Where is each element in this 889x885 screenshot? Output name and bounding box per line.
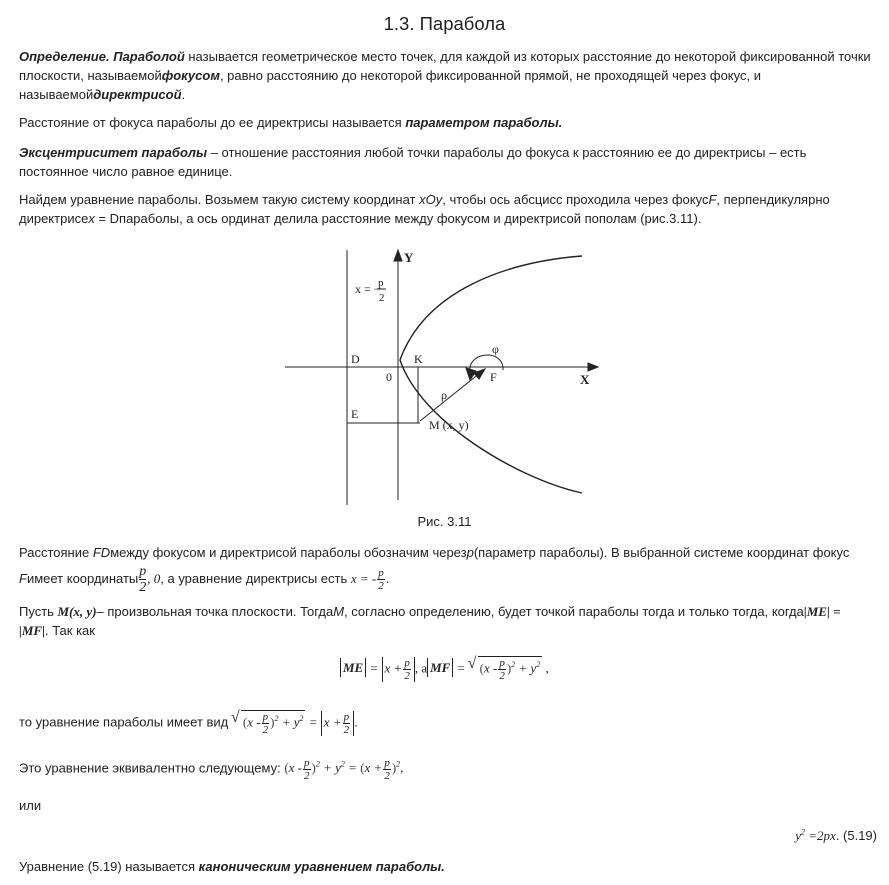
x-axis-label: X	[580, 372, 590, 387]
focus-label: F	[490, 370, 497, 384]
setup-x-letter: x	[88, 211, 95, 226]
point-d-label: D	[351, 352, 360, 366]
equation-sqrt: √ (x - $\frac{p}{2}$ )$^2 + y^2$	[241, 710, 306, 736]
term-parameter: параметром параболы.	[405, 115, 563, 130]
x-axis-arrow	[588, 363, 598, 371]
angle-arc-arrow	[466, 368, 476, 380]
condition-text-2: – произвольная точка плоскости. Тогда	[96, 604, 334, 619]
setup-focus-letter: F	[708, 192, 717, 207]
setup-xoy: xOy	[419, 192, 443, 207]
canonical-paragraph	[19, 857, 871, 876]
y-axis-arrow	[394, 250, 402, 261]
distance-formulas: ME = x + $\frac{p}{2}$ , а MF = √ (x - $\frac{p}{2}$ )$^2 + y^2$ ,	[340, 656, 549, 682]
focus-x-fraction: $\frac{p}{2}$	[139, 564, 147, 595]
parameter-paragraph	[19, 113, 871, 132]
canonical-equation: $y^2 =2px$. (5.19)	[795, 827, 877, 843]
equation-paragraph: то уравнение параболы имеет вид √ (x - $\frac{p}{2}$ )$^2 + y^2 = x$ + $\frac{p}{2}$ .	[19, 710, 871, 736]
point-m-label: M (x, y)	[429, 418, 469, 432]
definition-text-1: называется геометрическое место точек, для каждой из которых расстояние до некоторой фиксированной точки плоскости, называемой	[19, 49, 871, 83]
setup-text-2: , чтобы ось абсцисс проходила через фокус	[442, 192, 709, 207]
condition-formula: |ME| = |MF|	[19, 604, 841, 638]
distance-p: p	[466, 545, 474, 560]
y-axis-label: Y	[404, 250, 414, 265]
equivalent-paragraph	[19, 757, 871, 782]
term-parabola: Параболой	[113, 49, 185, 64]
equation-text: то уравнение параболы имеет вид	[19, 714, 232, 730]
page-title: 1.3. Парабола	[383, 13, 506, 34]
setup-text-1: Найдем уравнение параболы. Возьмем такую систему координат	[19, 192, 420, 207]
condition-text-4: . Так как	[44, 623, 95, 638]
setup-paragraph	[19, 190, 871, 228]
definition-lead: Определение.	[19, 49, 110, 64]
definition-paragraph	[19, 47, 871, 104]
equation-abs: x + $\frac{p}{2}$	[321, 711, 354, 736]
distance-text-4: имеет координаты	[26, 570, 139, 586]
focus-y-coordinate: , 0	[147, 570, 161, 586]
point-k-label: K	[414, 352, 423, 366]
equivalent-formula: (x - $\frac{p}{2}$ )$^2 + y^2 = (x$ + $\frac{p}{2}$ )$^2$,	[284, 757, 404, 782]
parameter-text: Расстояние от фокуса параболы до ее директрисы называется	[19, 115, 406, 130]
distance-text-3: (параметр параболы). В выбранной системе координат фокус	[473, 545, 850, 560]
distance-text-1: Расстояние	[19, 545, 93, 560]
term-canonical: каноническим уравнением параболы.	[198, 859, 445, 874]
equivalent-text: Это уравнение эквивалентно следующему:	[19, 760, 285, 776]
parabola-curve	[400, 256, 582, 493]
setup-text-3: , перпендикулярно директрисе	[19, 192, 830, 226]
directrix-fraction: $\frac{p}{2}$	[378, 567, 384, 592]
phi-label: φ	[492, 342, 499, 356]
point-e-label: E	[351, 407, 359, 421]
distance-dot: .	[385, 570, 390, 586]
setup-text-4: = Dпараболы, а ось ординат делила расстояние между фокусом и директрисой пополам (рис.3.11).	[94, 211, 702, 226]
origin-label: 0	[386, 370, 392, 384]
term-eccentricity: Эксцентриситет параболы	[19, 145, 208, 160]
distance-focus-letter: F	[19, 570, 27, 586]
condition-m: M	[333, 604, 345, 619]
directrix-p-label: p	[378, 277, 384, 289]
or-text: или	[19, 798, 42, 813]
eccentricity-text: – отношение расстояния любой точки параболы до фокуса к расстоянию ее до директрисы – есть постоянное число равное единице.	[19, 145, 807, 179]
condition-text-3: , согласно определению, будет точкой параболы тогда и только тогда, когда	[344, 604, 804, 619]
eccentricity-paragraph	[19, 143, 871, 181]
distance-paragraph	[19, 542, 871, 595]
rho-label: ρ	[441, 388, 447, 402]
distance-text-5: , а уравнение директрисы есть	[160, 570, 351, 586]
definition-text-2: , равно расстоянию до некоторой фиксированной прямой, не проходящей через фокус, и называемой	[19, 68, 761, 102]
term-directrix: директрисой	[93, 87, 182, 102]
angle-arc	[470, 355, 503, 375]
radius-vector-arrow	[474, 369, 485, 379]
abs-mf: MF	[427, 658, 453, 677]
definition-text-3: .	[181, 87, 186, 102]
condition-paragraph	[19, 602, 871, 640]
abs-x-plus: x + $\frac{p}{2}$	[382, 657, 415, 682]
abs-me: ME	[340, 658, 366, 677]
sqrt-mf: √ (x - $\frac{p}{2}$ )$^2 + y^2$	[478, 656, 543, 682]
radius-vector	[420, 373, 480, 421]
equation-number: . (5.19)	[835, 828, 877, 843]
directrix-two-label: 2	[379, 292, 385, 304]
directrix-equation-label: x = −	[355, 282, 381, 296]
point-mxy: M(x, y)	[57, 604, 97, 619]
distance-fd: FD	[92, 545, 111, 560]
formula-separator: , а	[414, 660, 428, 676]
condition-text-1: Пусть	[19, 604, 58, 619]
directrix-equation: x = -	[350, 570, 377, 586]
distance-text-2: между фокусом и директрисой параболы обозначим через	[110, 545, 467, 560]
figure-caption: Рис. 3.11	[417, 514, 472, 529]
term-focus: фокусом	[161, 68, 220, 83]
canonical-text: Уравнение (5.19) называется	[19, 859, 199, 874]
